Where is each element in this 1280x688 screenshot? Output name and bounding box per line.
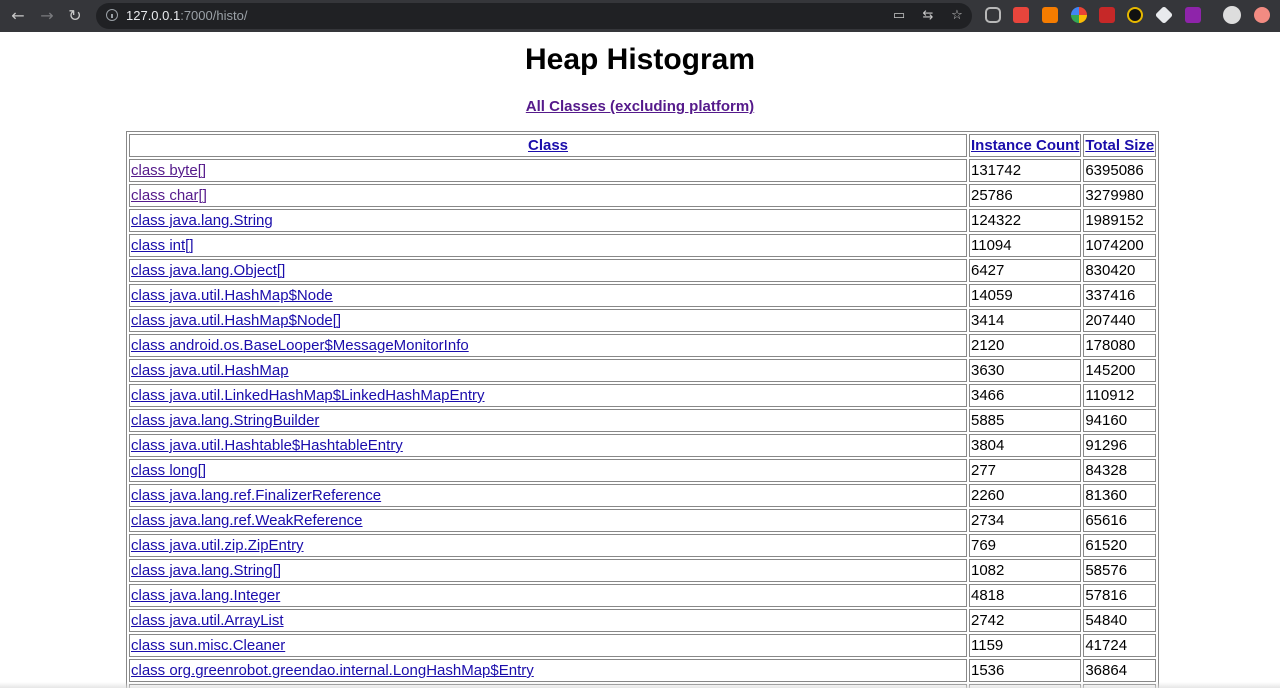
class-link[interactable]: class java.lang.ref.FinalizerReference <box>131 487 382 504</box>
header-instance-count <box>969 134 1081 157</box>
class-cell <box>129 209 967 232</box>
instance-count-cell: 769 <box>969 534 1081 557</box>
forward-arrow-icon[interactable]: → <box>40 6 54 25</box>
header-total-size <box>1083 134 1156 157</box>
instance-count-cell: 1082 <box>969 559 1081 582</box>
total-size-cell: 57816 <box>1083 584 1156 607</box>
class-cell <box>129 559 967 582</box>
class-link[interactable]: class java.lang.String <box>131 212 273 229</box>
table-row <box>129 584 1156 607</box>
address-bar[interactable] <box>96 3 972 29</box>
table-row <box>129 659 1156 682</box>
class-link[interactable]: class java.util.zip.ZipEntry <box>131 537 304 554</box>
total-size-cell: 3279980 <box>1083 184 1156 207</box>
page-title: Heap Histogram <box>524 43 756 76</box>
instance-count-cell: 1536 <box>969 659 1081 682</box>
instance-count-cell: 2260 <box>969 484 1081 507</box>
class-link[interactable]: class java.util.LinkedHashMap$LinkedHashMapEntry <box>131 387 485 404</box>
class-link[interactable]: class sun.misc.Cleaner <box>131 637 286 654</box>
instance-count-cell: 131742 <box>969 159 1081 182</box>
translate-icon[interactable]: ⇆ <box>922 8 934 23</box>
class-link[interactable]: class java.util.HashMap$Node[] <box>131 312 342 329</box>
back-arrow-icon[interactable]: ← <box>11 6 25 25</box>
color-extension-icon[interactable] <box>1071 7 1087 23</box>
total-size-cell: 91296 <box>1083 434 1156 457</box>
class-link[interactable]: class java.util.HashMap$Node <box>131 287 333 304</box>
class-cell <box>129 309 967 332</box>
instance-count-cell: 5885 <box>969 409 1081 432</box>
diamond-extension-icon[interactable] <box>1155 6 1173 24</box>
all-classes-container <box>0 98 1280 115</box>
total-size-cell: 337416 <box>1083 284 1156 307</box>
instance-count-cell: 3466 <box>969 384 1081 407</box>
scroll-fade <box>0 682 1280 688</box>
class-link[interactable]: class java.lang.Integer <box>131 587 281 604</box>
class-link[interactable]: class java.util.Hashtable$HashtableEntry <box>131 437 403 454</box>
class-link[interactable]: class byte[] <box>131 162 207 179</box>
class-cell <box>129 259 967 282</box>
instance-count-cell: 2742 <box>969 609 1081 632</box>
total-size-cell: 61520 <box>1083 534 1156 557</box>
class-cell <box>129 384 967 407</box>
table-row <box>129 334 1156 357</box>
class-cell <box>129 284 967 307</box>
total-size-cell: 6395086 <box>1083 159 1156 182</box>
table-row <box>129 634 1156 657</box>
instance-count-cell: 2734 <box>969 509 1081 532</box>
total-size-cell: 178080 <box>1083 334 1156 357</box>
class-link[interactable]: class java.lang.StringBuilder <box>131 412 320 429</box>
class-link[interactable]: class long[] <box>131 462 207 479</box>
table-row <box>129 534 1156 557</box>
sort-by-class-link[interactable]: Class <box>527 137 569 154</box>
instance-count-cell: 3414 <box>969 309 1081 332</box>
total-size-cell: 110912 <box>1083 384 1156 407</box>
bookmark-extension-icon[interactable] <box>1099 7 1115 23</box>
url-host: 127.0.0.1 <box>126 8 181 23</box>
instance-count-cell: 3630 <box>969 359 1081 382</box>
table-row <box>129 484 1156 507</box>
table-row <box>129 559 1156 582</box>
total-size-cell: 36864 <box>1083 659 1156 682</box>
url-path: :7000/histo/ <box>180 8 248 23</box>
class-link[interactable]: class int[] <box>131 237 194 254</box>
class-cell <box>129 584 967 607</box>
table-row <box>129 434 1156 457</box>
class-link[interactable]: class java.util.HashMap <box>131 362 289 379</box>
sort-by-size-link[interactable]: Total Size <box>1085 137 1155 154</box>
sort-by-count-link[interactable]: Instance Count <box>971 137 1080 154</box>
class-cell <box>129 634 967 657</box>
table-row <box>129 284 1156 307</box>
total-size-cell: 830420 <box>1083 259 1156 282</box>
total-size-cell: 1074200 <box>1083 234 1156 257</box>
class-link[interactable]: class char[] <box>131 187 207 204</box>
table-row <box>129 409 1156 432</box>
class-cell <box>129 534 967 557</box>
url-text[interactable] <box>126 7 247 25</box>
table-row <box>129 609 1156 632</box>
class-link[interactable]: class android.os.BaseLooper$MessageMonitorInfo <box>131 337 469 354</box>
class-cell <box>129 459 967 482</box>
class-cell <box>129 234 967 257</box>
cast-icon[interactable]: ▭ <box>892 8 906 23</box>
class-cell <box>129 159 967 182</box>
total-size-cell: 1989152 <box>1083 209 1156 232</box>
table-row <box>129 509 1156 532</box>
class-cell <box>129 484 967 507</box>
class-link[interactable]: class java.lang.ref.WeakReference <box>131 512 363 529</box>
instance-count-cell: 3804 <box>969 434 1081 457</box>
instance-count-cell: 11094 <box>969 234 1081 257</box>
pocket-extension-icon[interactable] <box>985 7 1001 23</box>
table-row <box>129 359 1156 382</box>
all-classes-link[interactable]: All Classes (excluding platform) <box>525 98 755 115</box>
total-size-cell: 54840 <box>1083 609 1156 632</box>
table-row <box>129 184 1156 207</box>
table-row <box>129 259 1156 282</box>
total-size-cell: 84328 <box>1083 459 1156 482</box>
table-row <box>129 309 1156 332</box>
profile-avatar[interactable] <box>1223 6 1241 24</box>
class-link[interactable]: class java.lang.String[] <box>131 562 282 579</box>
total-size-cell: 94160 <box>1083 409 1156 432</box>
class-cell <box>129 409 967 432</box>
instance-count-cell: 25786 <box>969 184 1081 207</box>
total-size-cell: 58576 <box>1083 559 1156 582</box>
class-cell <box>129 434 967 457</box>
pdf-extension-icon[interactable] <box>1013 7 1029 23</box>
table-row <box>129 209 1156 232</box>
class-link[interactable]: class java.lang.Object[] <box>131 262 286 279</box>
page-content <box>0 32 1280 688</box>
histogram-table-wrapper <box>126 131 1159 688</box>
class-cell <box>129 509 967 532</box>
instance-count-cell: 2120 <box>969 334 1081 357</box>
dark-mode-extension-icon[interactable] <box>1127 7 1143 23</box>
instance-count-cell: 277 <box>969 459 1081 482</box>
total-size-cell: 41724 <box>1083 634 1156 657</box>
class-cell <box>129 334 967 357</box>
rss-extension-icon[interactable] <box>1042 7 1058 23</box>
class-link[interactable]: class java.util.ArrayList <box>131 612 284 629</box>
table-row <box>129 384 1156 407</box>
update-icon[interactable] <box>1254 7 1270 23</box>
class-cell <box>129 659 967 682</box>
total-size-cell: 65616 <box>1083 509 1156 532</box>
rp-extension-icon[interactable] <box>1185 7 1201 23</box>
class-link[interactable]: class org.greenrobot.greendao.internal.LongHashMap$Entry <box>131 662 534 679</box>
info-icon[interactable] <box>106 9 118 21</box>
instance-count-cell: 124322 <box>969 209 1081 232</box>
table-row <box>129 459 1156 482</box>
table-row <box>129 159 1156 182</box>
instance-count-cell: 4818 <box>969 584 1081 607</box>
total-size-cell: 81360 <box>1083 484 1156 507</box>
class-cell <box>129 359 967 382</box>
instance-count-cell: 6427 <box>969 259 1081 282</box>
star-icon[interactable]: ☆ <box>951 8 963 23</box>
reload-icon[interactable]: ↻ <box>68 6 82 25</box>
table-row <box>129 234 1156 257</box>
browser-toolbar <box>0 0 1280 32</box>
total-size-cell: 207440 <box>1083 309 1156 332</box>
histogram-table <box>126 131 1159 688</box>
instance-count-cell: 1159 <box>969 634 1081 657</box>
header-class <box>129 134 967 157</box>
instance-count-cell: 14059 <box>969 284 1081 307</box>
class-cell <box>129 184 967 207</box>
total-size-cell: 145200 <box>1083 359 1156 382</box>
table-header-row <box>129 134 1156 157</box>
class-cell <box>129 609 967 632</box>
